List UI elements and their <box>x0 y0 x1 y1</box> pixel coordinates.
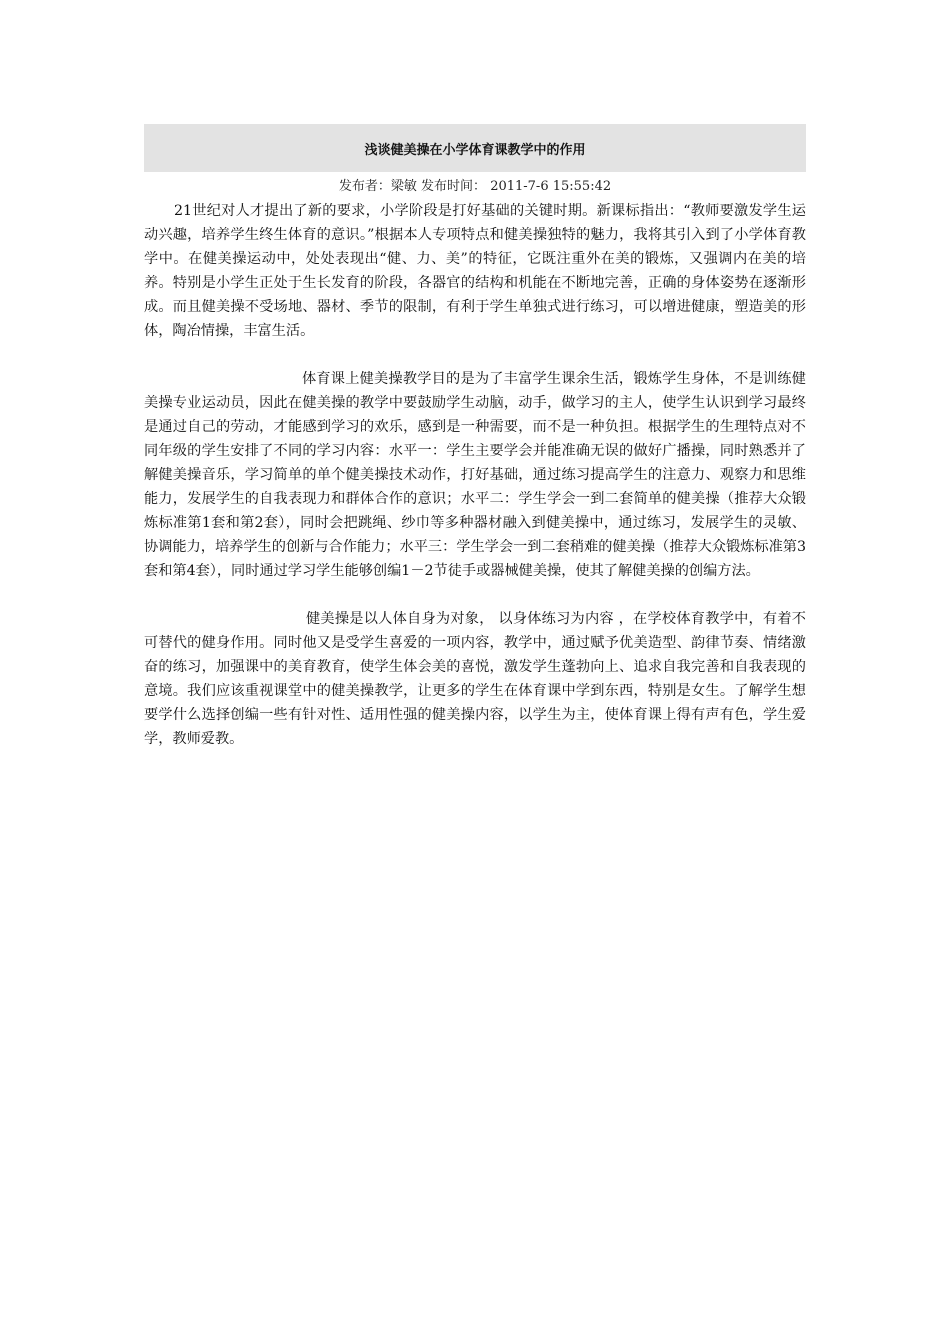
publisher-name: 梁敏 <box>390 179 417 194</box>
article-paragraph-1: 21世纪对人才提出了新的要求，小学阶段是打好基础的关键时期。新课标指出：“教师要激发学生运动兴趣，培养学生终生体育的意识。”根据本人专项特点和健美操独特的魅力，我将其引入到了小学体育教学中。在健美操运动中，处处表现出“健、力、美”的特征，它既注重外在美的锻炼，又强调内在美的培养。特别是小学生正处于生长发育的阶段，各器官的结构和机能在不断地完善，正确的身体姿势在逐渐形成。而且健美操不受场地、器材、季节的限制，有利于学生单独式进行练习，可以增进健康，塑造美的形体，陶冶情操，丰富生活。 <box>144 203 806 339</box>
article-title: 浅谈健美操在小学体育课教学中的作用 <box>364 142 586 158</box>
article-meta <box>144 177 806 197</box>
publish-time: 2011-7-6 15:55:42 <box>490 179 612 194</box>
publisher-label: 发布者： <box>338 179 391 194</box>
title-bar <box>144 124 806 172</box>
article <box>144 124 806 751</box>
publish-time-label: 发布时间： <box>421 179 487 194</box>
article-paragraph-2: 体育课上健美操教学目的是为了丰富学生课余生活，锻炼学生身体，不是训练健美操专业运动员，因此在健美操的教学中要鼓励学生动脑，动手，做学习的主人，使学生认识到学习最终是通过自己的劳动，才能感到学习的欢乐，感到是一种需要，而不是一种负担。根据学生的生理特点对不同年级的学生安排了不同的学习内容：水平一：学生主要学会并能准确无误的做好广播操，同时熟悉并了解健美操音乐，学习简单的单个健美操技术动作，打好基础，通过练习提高学生的注意力、观察力和思维能力，发展学生的自我表现力和群体合作的意识；水平二：学生学会一到二套简单的健美操（推荐大众锻炼标准第1套和第2套），同时会把跳绳、纱巾等多种器材融入到健美操中，通过练习，发展学生的灵敏、协调能力，培养学生的创新与合作能力；水平三：学生学会一到二套稍难的健美操（推荐大众锻炼标准第3套和第4套），同时通过学习学生能够创编1－2节徒手或器械健美操，使其了解健美操的创编方法。 <box>144 371 806 579</box>
article-paragraph-3: 健美操是以人体自身为对象， 以身体练习为内容 ，在学校体育教学中，有着不可替代的健身作用。同时他又是受学生喜爱的一项内容，教学中，通过赋予优美造型、韵律节奏、情绪激奋的练习，加强课中的美育教育，使学生体会美的喜悦，激发学生蓬勃向上、追求自我完善和自我表现的意境。我们应该重视课堂中的健美操教学，让更多的学生在体育课中学到东西，特别是女生。了解学生想要学什么选择创编一些有针对性、适用性强的健美操内容，以学生为主，使体育课上得有声有色，学生爱学，教师爱教。 <box>144 611 806 747</box>
